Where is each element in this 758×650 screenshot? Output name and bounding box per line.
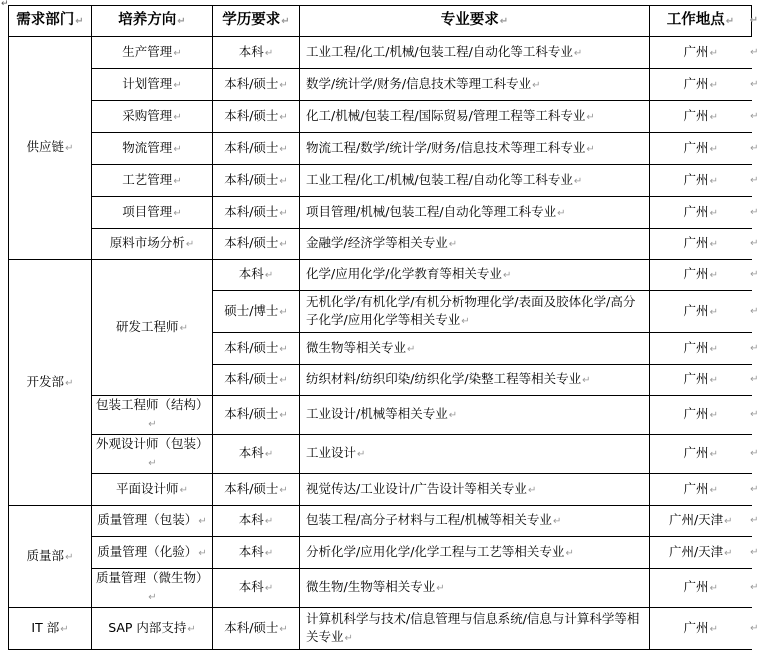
header-direction: 培养方向↵ xyxy=(92,6,213,37)
major-cell: 微生物等相关专业↵ xyxy=(300,333,650,365)
direction-cell: 计划管理↵ xyxy=(92,69,213,101)
education-cell: 硕士/博士↵ xyxy=(213,291,300,333)
header-education: 学历要求↵ xyxy=(213,6,300,37)
table-row xyxy=(9,260,752,291)
major-cell: 工业工程/化工/机械/包装工程/自动化等工科专业↵ xyxy=(300,165,650,197)
location-cell: 广州↵ ↵ xyxy=(650,197,752,229)
education-cell: 本科↵ xyxy=(213,537,300,569)
education-cell: 本科↵ xyxy=(213,260,300,291)
direction-cell: SAP 内部支持↵ xyxy=(92,608,213,650)
table-row xyxy=(9,229,752,260)
table-row xyxy=(9,133,752,165)
table-row xyxy=(9,69,752,101)
table-row xyxy=(9,435,752,474)
table-row xyxy=(9,608,752,650)
department-cell: 质量部↵ xyxy=(9,506,92,608)
table-row xyxy=(9,396,752,435)
table-header-row xyxy=(9,6,752,37)
direction-cell: 包装工程师（结构）↵ xyxy=(92,396,213,435)
major-cell: 物流工程/数学/统计学/财务/信息技术等理工科专业↵ xyxy=(300,133,650,165)
header-department: 需求部门↵ xyxy=(9,6,92,37)
education-cell: 本科↵ xyxy=(213,569,300,608)
location-cell: 广州↵ ↵ xyxy=(650,396,752,435)
major-cell: 计算机科学与技术/信息管理与信息系统/信息与计算科学等相关专业↵ xyxy=(300,608,650,650)
education-cell: 本科/硕士↵ xyxy=(213,396,300,435)
major-cell: 视觉传达/工业设计/广告设计等相关专业↵ xyxy=(300,474,650,506)
location-cell: 广州↵ ↵ xyxy=(650,333,752,365)
location-cell: 广州↵ ↵ xyxy=(650,474,752,506)
department-cell: 开发部↵ xyxy=(9,260,92,506)
location-cell: 广州↵ ↵ xyxy=(650,69,752,101)
education-cell: 本科↵ xyxy=(213,435,300,474)
direction-cell: 生产管理↵ xyxy=(92,37,213,69)
direction-cell: 采购管理↵ xyxy=(92,101,213,133)
major-cell: 数学/统计学/财务/信息技术等理工科专业↵ xyxy=(300,69,650,101)
major-cell: 工业工程/化工/机械/包装工程/自动化等工科专业↵ xyxy=(300,37,650,69)
department-cell: IT 部↵ xyxy=(9,608,92,650)
education-cell: 本科/硕士↵ xyxy=(213,133,300,165)
direction-cell: 物流管理↵ xyxy=(92,133,213,165)
major-cell: 微生物/生物等相关专业↵ xyxy=(300,569,650,608)
location-cell: 广州↵ ↵ xyxy=(650,260,752,291)
direction-cell: 质量管理（微生物）↵ xyxy=(92,569,213,608)
education-cell: 本科/硕士↵ xyxy=(213,101,300,133)
education-cell: 本科↵ xyxy=(213,506,300,537)
location-cell: 广州↵ ↵ xyxy=(650,435,752,474)
department-cell: 供应链↵ xyxy=(9,37,92,260)
location-cell: 广州↵ ↵ xyxy=(650,608,752,650)
location-cell: 广州↵ ↵ xyxy=(650,291,752,333)
direction-cell: 工艺管理↵ xyxy=(92,165,213,197)
education-cell: 本科/硕士↵ xyxy=(213,197,300,229)
location-cell: 广州↵ ↵ xyxy=(650,37,752,69)
direction-cell: 外观设计师（包装）↵ xyxy=(92,435,213,474)
table-row xyxy=(9,537,752,569)
direction-cell: 原料市场分析↵ xyxy=(92,229,213,260)
education-cell: 本科/硕士↵ xyxy=(213,69,300,101)
direction-cell: 质量管理（化验）↵ xyxy=(92,537,213,569)
education-cell: 本科/硕士↵ xyxy=(213,608,300,650)
location-cell: 广州/天津↵ ↵ xyxy=(650,537,752,569)
education-cell: 本科/硕士↵ xyxy=(213,333,300,365)
major-cell: 工业设计/机械等相关专业↵ xyxy=(300,396,650,435)
location-cell: 广州↵ ↵ xyxy=(650,365,752,396)
location-cell: 广州↵ ↵ xyxy=(650,165,752,197)
table-row xyxy=(9,474,752,506)
location-cell: 广州↵ ↵ xyxy=(650,569,752,608)
direction-cell: 平面设计师↵ xyxy=(92,474,213,506)
direction-cell: 研发工程师↵ xyxy=(92,260,213,396)
location-cell: 广州/天津↵ ↵ xyxy=(650,506,752,537)
header-major: 专业要求↵ xyxy=(300,6,650,37)
table-row xyxy=(9,506,752,537)
direction-cell: 项目管理↵ xyxy=(92,197,213,229)
major-cell: 化工/机械/包装工程/国际贸易/管理工程等工科专业↵ xyxy=(300,101,650,133)
header-location: 工作地点↵ ↵ xyxy=(650,6,752,37)
major-cell: 分析化学/应用化学/化学工程与工艺等相关专业↵ xyxy=(300,537,650,569)
education-cell: 本科/硕士↵ xyxy=(213,229,300,260)
education-cell: 本科↵ xyxy=(213,37,300,69)
major-cell: 项目管理/机械/包装工程/自动化等理工科专业↵ xyxy=(300,197,650,229)
major-cell: 纺织材料/纺织印染/纺织化学/染整工程等相关专业↵ xyxy=(300,365,650,396)
table-row xyxy=(9,101,752,133)
table-row xyxy=(9,569,752,608)
table-row xyxy=(9,37,752,69)
education-cell: 本科/硕士↵ xyxy=(213,474,300,506)
major-cell: 工业设计↵ xyxy=(300,435,650,474)
location-cell: 广州↵ ↵ xyxy=(650,229,752,260)
direction-cell: 质量管理（包装）↵ xyxy=(92,506,213,537)
document-corner-mark: ↵ xyxy=(1,0,9,9)
table-row xyxy=(9,197,752,229)
location-cell: 广州↵ ↵ xyxy=(650,101,752,133)
education-cell: 本科/硕士↵ xyxy=(213,165,300,197)
education-cell: 本科/硕士↵ xyxy=(213,365,300,396)
table-row xyxy=(9,165,752,197)
recruitment-table xyxy=(8,5,758,650)
location-cell: 广州↵ ↵ xyxy=(650,133,752,165)
major-cell: 无机化学/有机化学/有机分析物理化学/表面及胶体化学/高分子化学/应用化学等相关专业↵ xyxy=(300,291,650,333)
major-cell: 包装工程/高分子材料与工程/机械等相关专业↵ xyxy=(300,506,650,537)
major-cell: 金融学/经济学等相关专业↵ xyxy=(300,229,650,260)
major-cell: 化学/应用化学/化学教育等相关专业↵ xyxy=(300,260,650,291)
